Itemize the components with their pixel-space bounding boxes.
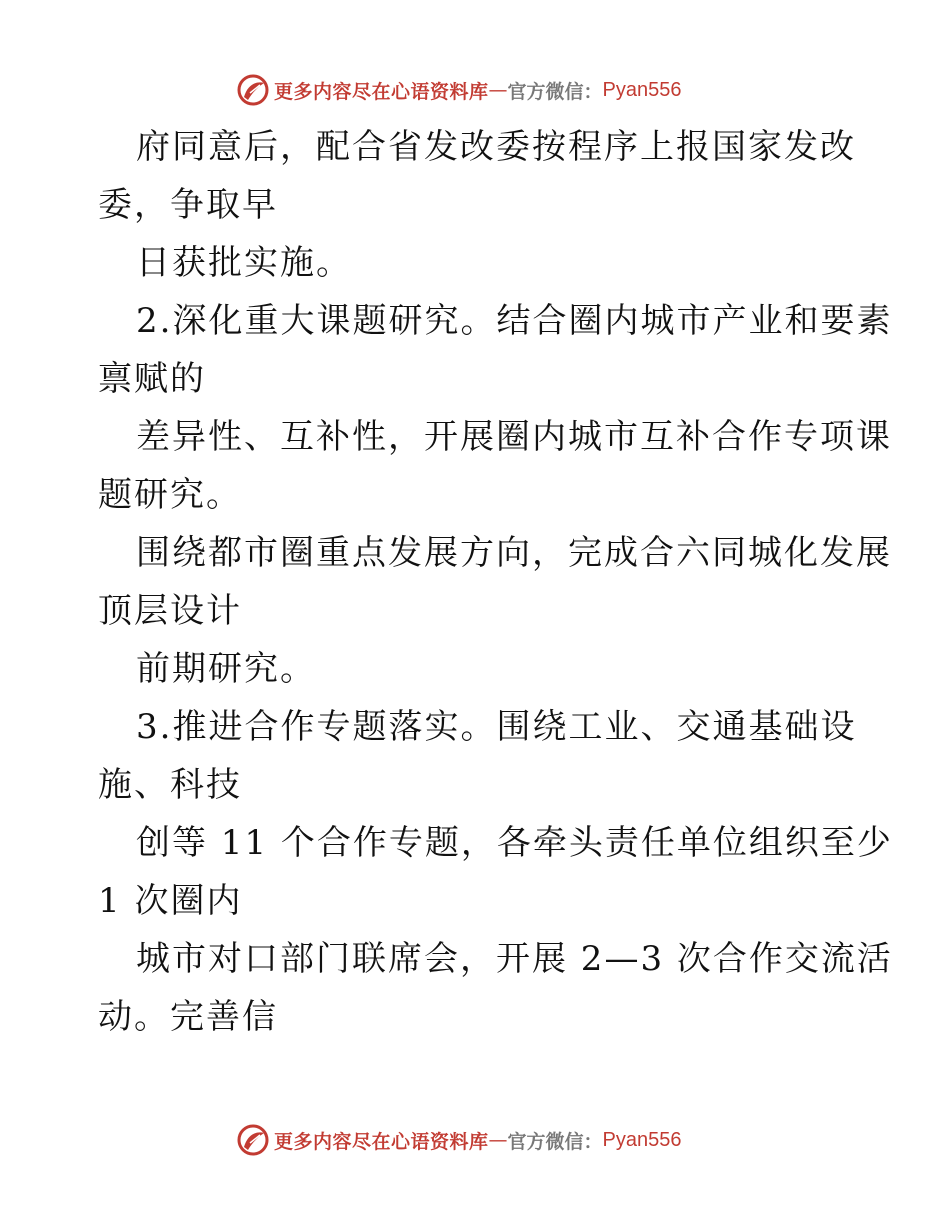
body-line: 2.深化重大课题研究。结合圈内城市产业和要素 (136, 301, 893, 341)
body-line: 施、科技 (98, 765, 242, 805)
document-body (98, 118, 893, 1046)
footer-dash: — (488, 1129, 508, 1151)
body-line: 创等 11 个合作专题，各牵头责任单位组织至少 (136, 823, 893, 863)
brand-logo-icon (236, 73, 270, 107)
header-wechat-id: Pyan556 (602, 78, 682, 101)
body-line: 差异性、互补性，开展圈内城市互补合作专项课 (136, 417, 892, 457)
footer-brand-text: 更多内容尽在心语资料库 (274, 1130, 489, 1153)
body-line: 围绕都市圈重点发展方向，完成合六同城化发展 (136, 533, 892, 573)
footer-official-label: 官方微信： (507, 1130, 603, 1153)
body-line: 动。完善信 (98, 997, 278, 1037)
brand-logo-icon (236, 1123, 270, 1157)
footer-wechat-id: Pyan556 (602, 1128, 682, 1151)
body-line: 日获批实施。 (136, 243, 352, 283)
header-dash: — (488, 79, 508, 101)
body-line: 禀赋的 (98, 359, 206, 399)
body-line: 1 次圈内 (98, 881, 243, 921)
body-line: 3.推进合作专题落实。围绕工业、交通基础设 (136, 707, 857, 747)
body-line: 府同意后，配合省发改委按程序上报国家发改 (136, 127, 856, 167)
body-line: 城市对口部门联席会，开展 2—3 次合作交流活 (136, 939, 893, 979)
body-line: 委，争取早 (98, 185, 278, 225)
body-line: 前期研究。 (136, 649, 316, 689)
body-line: 题研究。 (98, 475, 242, 515)
header-official-label: 官方微信： (507, 80, 603, 103)
footer-banner (236, 1122, 682, 1158)
header-banner (236, 72, 682, 108)
header-brand-text: 更多内容尽在心语资料库 (274, 80, 489, 103)
body-line: 顶层设计 (98, 591, 242, 631)
